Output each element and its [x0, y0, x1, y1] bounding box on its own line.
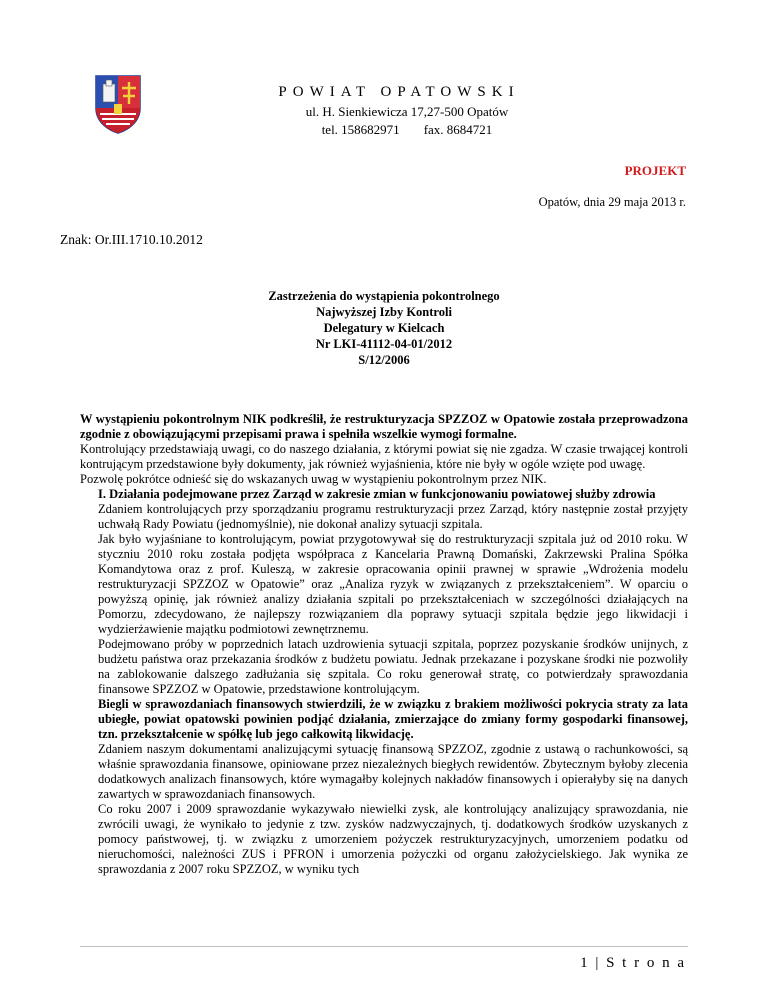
footer-divider [80, 946, 688, 947]
header-tel: tel. 158682971 [321, 122, 400, 137]
header-contact [0, 122, 768, 138]
section-paragraph: Jak było wyjaśniane to kontrolującym, powiat przygotowywał się do restrukturyzacji szpitala już od 2010 roku. W styczniu 2010 roku została podjęta współpraca z Kancelaria Prawną Domański, Zakrzewski Pralina Spółka Komandytowa oraz z prof. Kuleszą, w zakresie opracowania opinii prawnej w sprawie „Wdrożenia modelu restrukturyzacji SPZZOZ w Opatowie” oraz „Analiza ryzyk w związanych z przekształceniem”. W oparciu o powyższą opinię, jak również analizy działania szpitali po przekształceniach w szczególności działających na Pomorzu, zdecydowano, że najlepszy rozwiązaniem dla poprawy sytuacji szpitala będzie jego likwidacji i wydzierżawienie majątku podmiotowi zewnętrznemu. [98, 532, 688, 636]
subject-line: Zastrzeżenia do wystąpienia pokontrolnego [268, 289, 500, 303]
intro-statement: W wystąpieniu pokontrolnym NIK podkreślił, że restrukturyzacja SPZZOZ w Opatowie została przeprowadzona zgodnie z obowiązującymi przepisami prawa i spełniła wszelkie wymogi formalne. [80, 412, 688, 441]
section-paragraph: Podejmowano próby w poprzednich latach uzdrowienia sytuacji szpitala, poprzez pozyskanie środków unijnych, z budżetu państwa oraz przekazania środków z budżetu powiatu. Jednak przekazane i pozyskane środki nie pozwoliły na zablokowanie dalszego zadłużania się szpitala. Co roku generował stratę, co potwierdzały sprawozdania finansowe SPZZOZ w Opatowie, przedstawione kontrolującym. [98, 637, 688, 696]
header-address: ul. H. Sienkiewicza 17,27-500 Opatów [305, 104, 509, 119]
page-number: 1 | S t r o n a [580, 955, 686, 971]
section-paragraph-bold: Biegli w sprawozdaniach finansowych stwierdzili, że w związku z brakiem możliwości pokrycia straty za lata ubiegłe, powiat opatowski powinien podjąć działania, zmierzające do zmiany formy gospodarki finansowej, tzn. przekształcenie w spółkę lub jego całkowitą likwidację. [98, 697, 688, 741]
header-title: POWIAT OPATOWSKI [278, 84, 520, 100]
section-paragraph: Co roku 2007 i 2009 sprawozdanie wykazywało niewielki zysk, ale kontrolujący analizujący sprawozdania, nie zwrócili uwagi, że wynikało to jedynie z tzw. zysków nadzwyczajnych, tj. dodatkowych środków uzyskanych z pomocy państwowej, tj. w związku z umorzeniem pożyczek restrukturyzacyjnych, umorzeniem podatku od nieruchomości, należności ZUS i PFRON i umorzenia pożyczki od organu założycielskiego. Jak wynika ze sprawozdania z 2007 roku SPZZOZ, w wyniku tych [98, 802, 688, 876]
subject-line: Delegatury w Kielcach [323, 321, 445, 335]
paragraph: Pozwolę pokrótce odnieść się do wskazanych uwag w wystąpieniu pokontrolnym przez NIK. [80, 472, 547, 486]
subject-block [0, 288, 768, 368]
document-body [80, 412, 688, 877]
subject-line: Nr LKI-41112-04-01/2012 [315, 337, 453, 351]
section-paragraph: Zdaniem kontrolujących przy sporządzaniu programu restrukturyzacji przez Zarząd, który następnie został przyjęty uchwałą Rady Powiatu (jednomyślnie), nie dokonał analizy sytuacji szpitala. [98, 502, 688, 531]
reference-number: Znak: Or.III.1710.10.2012 [60, 232, 203, 247]
section-heading: I. Działania podejmowane przez Zarząd w zakresie zmian w funkcjonowaniu powiatowej służby zdrowia [98, 487, 656, 501]
projekt-stamp: PROJEKT [624, 163, 686, 178]
header-fax: fax. 8684721 [423, 122, 493, 137]
document-date: Opatów, dnia 29 maja 2013 r. [538, 195, 686, 209]
subject-line: Najwyższej Izby Kontroli [316, 305, 452, 319]
paragraph: Kontrolujący przedstawiają uwagi, co do naszego działania, z którymi powiat się nie zgadza. W czasie trwającej kontroli kontrującym przedstawione były dokumenty, jak również wyjaśnienia, które nie były w ogóle wzięte pod uwagę. [80, 442, 688, 471]
section-paragraph: Zdaniem naszym dokumentami analizującymi sytuację finansową SPZZOZ, zgodnie z ustawą o rachunkowości, są właśnie sprawozdania finansowe, opiniowane przez niezależnych biegłych rewidentów. Zbytecznym byłoby zlecenia dodatkowych analizach finansowych, które wymagałby kolejnych nakładów finansowych i opierałyby się na danych zawartych w sprawozdaniach finansowych. [98, 742, 688, 801]
subject-line: S/12/2006 [358, 353, 410, 367]
